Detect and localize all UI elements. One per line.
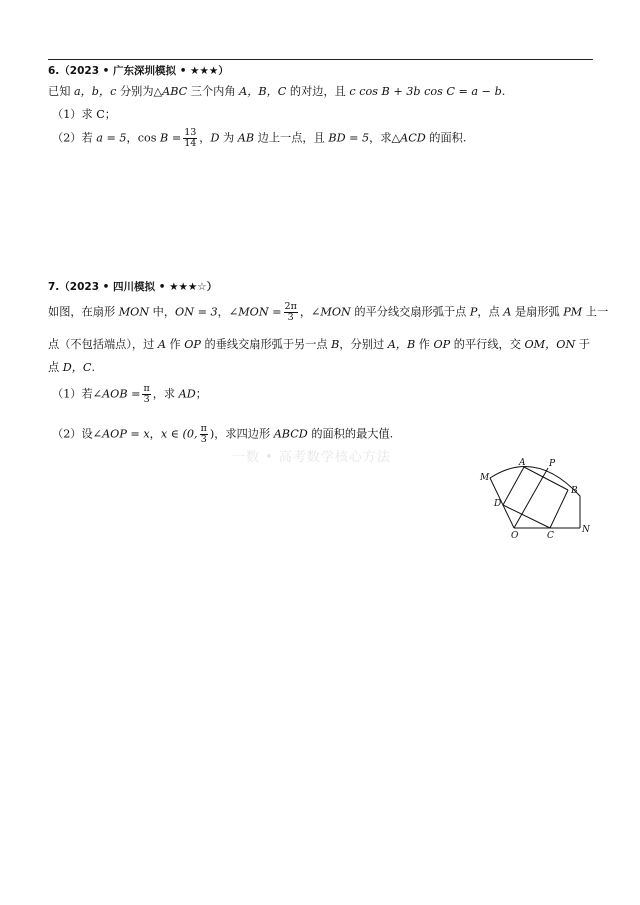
- problem-7-question-2: （2）设∠AOP = x，x ∈ (0, $\frac{\pi}{3}$ )，求四边形 ABCD 的面积的最大值.: [52, 423, 394, 445]
- problem-7-line-1: 如图，在扇形 MON 中，ON = 3，∠MON = $\frac{2\pi}{3}$ ，∠MON 的平分线交扇形弧于点 P，点 A 是扇形弧 PM 上一: [48, 301, 609, 323]
- problem-6-question-2: （2）若 a = 5，cos B = $\frac{13}{14}$ ，D 为 AB 边上一点，且 BD = 5，求△ACD 的面积.: [52, 127, 467, 149]
- sector-figure: [472, 456, 600, 544]
- label-N: N: [582, 525, 590, 535]
- label-A: A: [519, 458, 526, 468]
- label-P: P: [549, 459, 556, 469]
- problem-7-question-1: （1）若∠AOB = $\frac{\pi}{3}$ ，求 AD；: [52, 383, 207, 405]
- label-D: D: [494, 499, 502, 509]
- problem-6-question-1: （1）求 C；: [52, 108, 116, 121]
- problem-6-stem: 已知 a，b，c 分别为△ABC 三个内角 A，B，C 的对边，且 c cos B + 3b cos C = a − b.: [48, 85, 506, 98]
- problem-7-line-3: 点 D，C.: [48, 361, 96, 374]
- label-M: M: [480, 473, 490, 483]
- label-B: B: [571, 486, 578, 496]
- problem-7-line-2: 点（不包括端点），过 A 作 OP 的垂线交扇形弧于另一点 B，分别过 A，B 作 OP 的平行线，交 OM，ON 于: [48, 338, 590, 351]
- segment-DC: [503, 505, 550, 528]
- sector-arc: [490, 466, 580, 528]
- top-rule: [48, 59, 593, 60]
- fraction: $\frac{\pi}{3}$: [200, 423, 207, 445]
- label-O: O: [511, 531, 519, 541]
- segment-BC: [550, 490, 568, 528]
- fraction: $\frac{13}{14}$: [184, 127, 197, 149]
- problem-6-header: 6.（2023 • 广东深圳模拟 • ★★★）: [48, 65, 229, 77]
- segment-AD: [503, 467, 524, 505]
- label-C: C: [547, 531, 554, 541]
- fraction: $\frac{2\pi}{3}$: [284, 301, 297, 323]
- problem-7-header: 7.（2023 • 四川模拟 • ★★★☆）: [48, 281, 218, 293]
- fraction: $\frac{\pi}{3}$: [143, 383, 150, 405]
- watermark: 一数 • 高考数学核心方法: [232, 450, 391, 465]
